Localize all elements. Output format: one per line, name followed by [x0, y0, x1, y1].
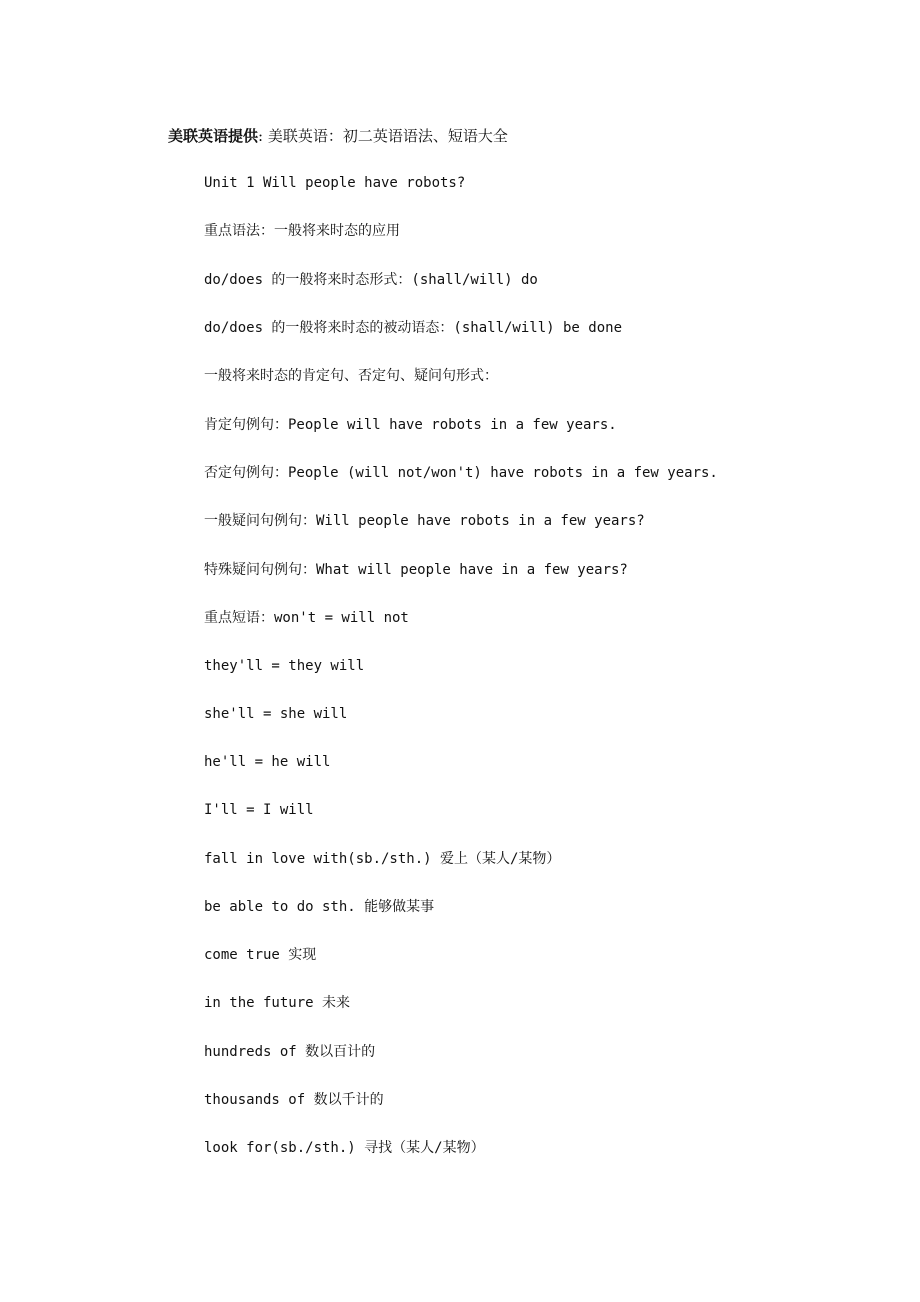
text-line: look for(sb./sth.) 寻找（某人/某物）	[204, 1140, 485, 1156]
text-line: 否定句例句：People (will not/won't) have robots in a few years.	[204, 465, 718, 481]
text-line: do/does 的一般将来时态的被动语态：(shall/will) be done	[204, 320, 623, 336]
text-line: 重点语法：一般将来时态的应用	[204, 223, 400, 239]
text-line: Unit 1 Will people have robots?	[204, 175, 466, 191]
document-heading	[168, 125, 508, 147]
text-line: 肯定句例句：People will have robots in a few years.	[204, 417, 617, 433]
text-line: 一般疑问句例句：Will people have robots in a few years?	[204, 513, 645, 529]
text-line: 一般将来时态的肯定句、否定句、疑问句形式：	[204, 368, 498, 384]
text-line: 特殊疑问句例句：What will people have in a few years?	[204, 562, 628, 578]
heading-title: : 美联英语：初二英语语法、短语大全	[258, 127, 508, 145]
text-line: in the future 未来	[204, 995, 351, 1011]
text-line: thousands of 数以千计的	[204, 1092, 384, 1108]
text-line: they'll = they will	[204, 658, 365, 674]
text-line: come true 实现	[204, 947, 317, 963]
text-line: hundreds of 数以百计的	[204, 1044, 376, 1060]
heading-source: 美联英语提供	[168, 127, 259, 145]
text-line: I'll = I will	[204, 802, 314, 818]
text-line: fall in love with(sb./sth.) 爱上（某人/某物）	[204, 851, 561, 867]
text-line: she'll = she will	[204, 706, 348, 722]
text-line: be able to do sth. 能够做某事	[204, 899, 435, 915]
text-line: 重点短语：won't = will not	[204, 610, 409, 626]
text-line: do/does 的一般将来时态形式：(shall/will) do	[204, 272, 538, 288]
text-line: he'll = he will	[204, 754, 331, 770]
